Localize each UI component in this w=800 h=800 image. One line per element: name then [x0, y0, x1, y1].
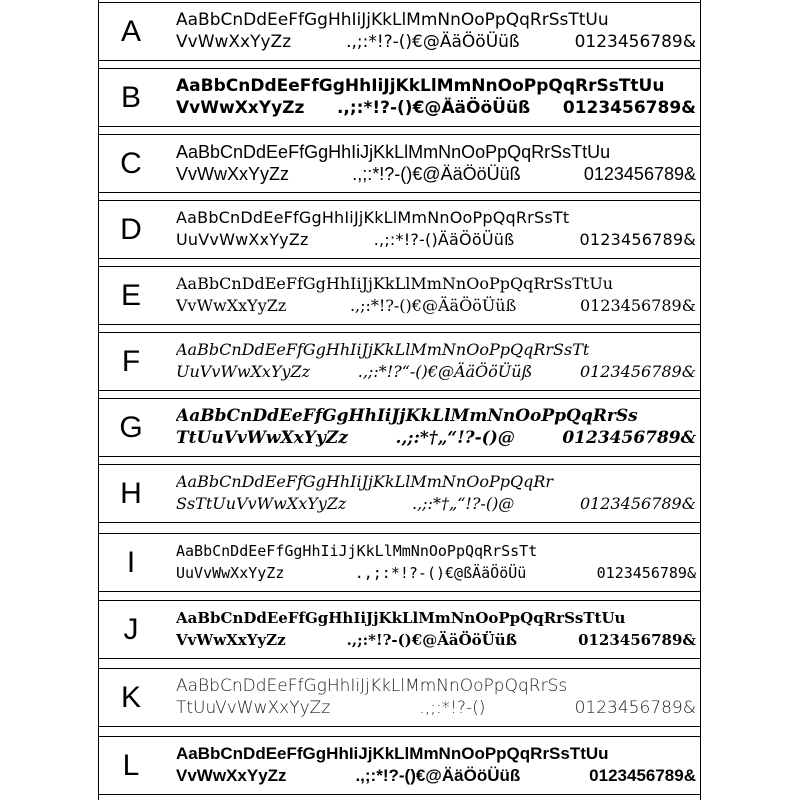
sample-line-1: AaBbCnDdEeFfGgHhIiJjKkLlMmNnOoPpQqRrSsTtUu	[176, 76, 665, 96]
font-sample	[176, 273, 696, 317]
sample-letters: VvWwXxYyZz	[176, 766, 287, 785]
sample-letters: VvWwXxYyZz	[176, 296, 287, 315]
sample-line-2	[176, 295, 696, 317]
sample-line-2	[176, 697, 696, 719]
sample-digits: 0123456789&	[579, 230, 696, 249]
sample-digits: 0123456789&	[574, 32, 696, 52]
font-row-c	[99, 134, 700, 193]
font-row-d	[99, 200, 700, 259]
sample-symbols: .,;:*†„“!?-()@	[395, 428, 515, 448]
sample-digits: 0123456789&	[574, 698, 696, 718]
sample-digits: 0123456789&	[596, 564, 696, 582]
font-letter-label: A	[120, 14, 141, 48]
sample-letters: VvWwXxYyZz	[176, 32, 292, 52]
sample-digits: 0123456789&	[579, 362, 696, 381]
sample-digits: 0123456789&	[589, 766, 696, 785]
sample-line-2	[176, 97, 696, 119]
sample-line-1: AaBbCnDdEeFfGgHhIiJjKkLlMmNnOoPpQqRrSsTtUu	[176, 10, 609, 30]
sample-line-1: AaBbCnDdEeFfGgHhIiJjKkLlMmNnOoPpQqRrSsTt	[176, 208, 570, 227]
font-sample	[176, 471, 696, 515]
sample-symbols: .,;:*!?-()	[419, 698, 486, 718]
sample-letters: UuVvWwXxYyZz	[176, 564, 285, 582]
font-row-b	[99, 68, 700, 127]
sample-symbols: .,;:*!?-()€@ÄäÖöÜüß	[355, 766, 521, 785]
sample-line-2	[176, 765, 696, 787]
sample-symbols: .,;:*!?-()€@ÄäÖöÜüß	[336, 98, 531, 118]
font-sample	[176, 405, 696, 449]
font-sample	[176, 75, 696, 119]
font-sample	[176, 675, 696, 719]
sample-line-2	[176, 31, 696, 53]
sample-letters: VvWwXxYyZz	[176, 631, 286, 649]
font-row-g	[99, 398, 700, 457]
sample-letters: TtUuVvWwXxYyZz	[176, 428, 348, 448]
sample-symbols: .,;:*!?-()ÄäÖöÜüß	[373, 230, 515, 249]
sample-line-2	[176, 229, 696, 251]
sample-letters: VvWwXxYyZz	[176, 164, 290, 184]
font-row-f	[99, 332, 700, 391]
sample-line-1: AaBbCnDdEeFfGgHhIiJjKkLlMmNnOoPpQqRrSsTtUu	[176, 142, 611, 162]
sample-line-1: AaBbCnDdEeFfGgHhIiJjKkLlMmNnOoPpQqRrSsTtUu	[176, 609, 626, 627]
font-letter-label: K	[120, 680, 141, 714]
font-letter-label: G	[119, 410, 143, 444]
font-letter-label: F	[121, 344, 141, 378]
font-row-a	[99, 2, 700, 61]
font-letter-label: E	[120, 278, 141, 312]
font-sample	[176, 9, 696, 53]
font-row-j	[99, 600, 700, 659]
font-letter-label: J	[123, 612, 139, 646]
sample-line-1: AaBbCnDdEeFfGgHhIiJjKkLlMmNnOoPpQqRrSsTtUu	[176, 274, 614, 293]
sample-line-1: AaBbCnDdEeFfGgHhIiJjKkLlMmNnOoPpQqRrSs	[176, 676, 568, 696]
sample-line-2	[176, 562, 696, 584]
sample-symbols: .,;:*!?-()€@ÄäÖöÜüß	[346, 32, 520, 52]
sample-line-1: AaBbCnDdEeFfGgHhIiJjKkLlMmNnOoPpQqRr	[176, 472, 554, 491]
sample-digits: 0123456789&	[562, 428, 696, 448]
sample-symbols: .,;:*!?-()€@ÄäÖöÜüß	[349, 296, 517, 315]
font-letter-label: I	[126, 545, 136, 579]
font-sample	[176, 339, 696, 383]
sample-letters: UuVvWwXxYyZz	[176, 362, 311, 381]
sample-letters: SsTtUuVvWwXxYyZz	[176, 494, 347, 513]
sample-letters: TtUuVvWwXxYyZz	[176, 698, 331, 718]
sample-line-1: AaBbCnDdEeFfGgHhIiJjKkLlMmNnOoPpQqRrSsTtUu	[176, 744, 609, 763]
sample-symbols: .,;:*!?-()€@ßÄäÖöÜü	[354, 564, 527, 582]
font-row-i	[99, 533, 700, 592]
sample-letters: VvWwXxYyZz	[176, 98, 305, 118]
font-sample	[176, 540, 696, 584]
font-row-h	[99, 464, 700, 523]
sample-symbols: .,;:*!?-()€@ÄäÖöÜüß	[352, 164, 521, 184]
font-sample	[176, 607, 696, 651]
font-letter-label: C	[120, 146, 142, 180]
sample-line-1: AaBbCnDdEeFfGgHhIiJjKkLlMmNnOoPpQqRrSsTt	[176, 542, 538, 560]
font-letter-label: H	[120, 476, 142, 510]
sample-line-2	[176, 361, 696, 383]
font-letter-label: D	[120, 212, 142, 246]
font-sample	[176, 141, 696, 185]
font-sample	[176, 207, 696, 251]
font-row-k	[99, 668, 700, 727]
sample-digits: 0123456789&	[578, 631, 696, 649]
sample-digits: 0123456789&	[562, 98, 696, 118]
sample-line-1: AaBbCnDdEeFfGgHhIiJjKkLlMmNnOoPpQqRrSs	[176, 406, 638, 426]
font-letter-label: L	[122, 748, 140, 782]
sample-line-2	[176, 427, 696, 449]
font-sample	[176, 743, 696, 787]
sample-symbols: .,;:*†„“!?-()@	[411, 494, 515, 513]
sample-digits: 0123456789&	[583, 164, 696, 184]
font-row-e	[99, 266, 700, 325]
sample-digits: 0123456789&	[579, 494, 696, 513]
sample-symbols: .,;:*!?-()€@ÄäÖöÜüß	[346, 631, 518, 649]
sample-line-2	[176, 629, 696, 651]
sample-line-2	[176, 493, 696, 515]
sample-letters: UuVvWwXxYyZz	[176, 230, 309, 249]
sample-line-2	[176, 163, 696, 185]
sample-symbols: .,;:*!?“-()€@ÄäÖöÜüß	[357, 362, 533, 381]
sample-line-1: AaBbCnDdEeFfGgHhIiJjKkLlMmNnOoPpQqRrSsTt	[176, 340, 590, 359]
font-sample-sheet	[98, 0, 701, 800]
font-letter-label: B	[120, 80, 141, 114]
sample-digits: 0123456789&	[579, 296, 696, 315]
font-row-l	[99, 736, 700, 795]
